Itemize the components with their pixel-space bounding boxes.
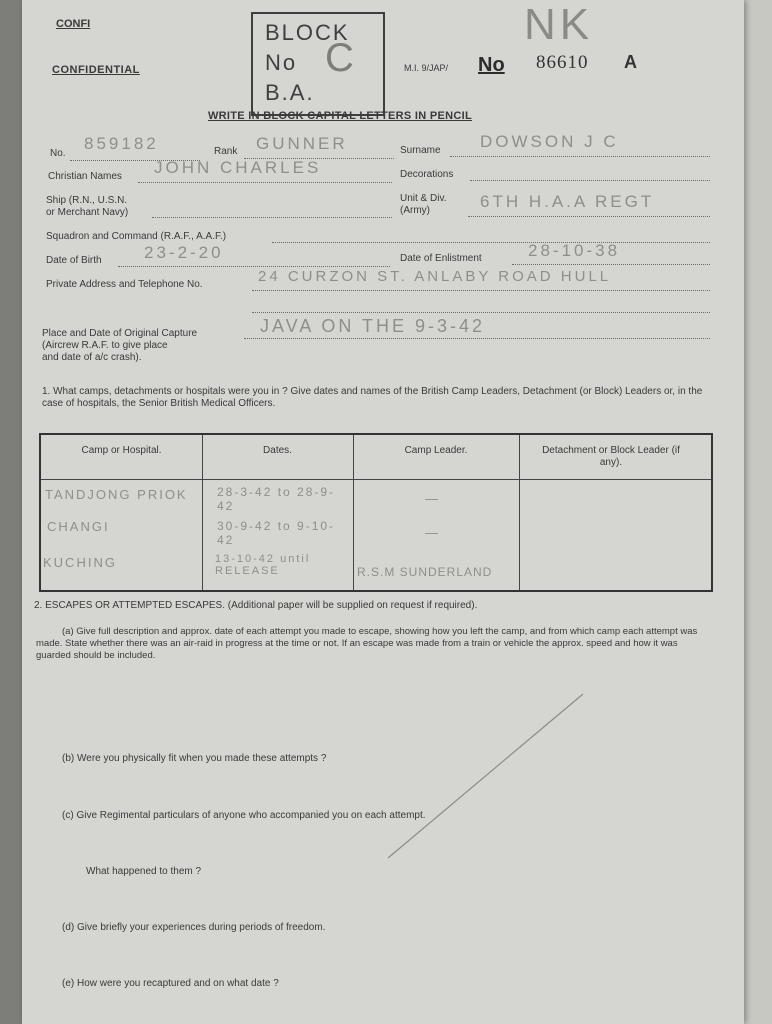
surname-label: Surname [400,145,441,156]
unit-label-1: Unit & Div. [400,193,447,204]
question-2c-followup: What happened to them ? [86,866,202,877]
ship-label-2: or Merchant Navy) [46,207,129,218]
question-2c: (c) Give Regimental particulars of anyone who accompanied you on each attempt. [62,810,426,821]
question-2-heading: 2. ESCAPES OR ATTEMPTED ESCAPES. (Additional paper will be supplied on request if required). [34,600,478,611]
ref-code: M.I. 9/JAP/ [404,63,449,73]
number-label: No [478,54,505,76]
row1-leader: — [425,491,440,506]
form-page [22,0,744,1024]
christian-names-label: Christian Names [48,171,122,182]
header-camp-leader: Camp Leader. [404,445,468,456]
header-camp: Camp or Hospital. [81,445,162,456]
question-2e: (e) How were you recaptured and on what date ? [62,978,279,989]
christian-names-value: JOHN CHARLES [154,158,322,177]
instruction-heading: WRITE IN BLOCK CAPITAL LETTERS IN PENCIL [208,110,472,122]
header-dates: Dates. [263,445,292,456]
rank-value: GUNNER [256,134,348,153]
stamp-line-1: BLOCK [265,20,350,45]
row2-dates: 30-9-42 to 9-10-42 [217,519,336,547]
row3-leader: R.S.M SUNDERLAND [357,565,493,579]
question-2b: (b) Were you physically fit when you made these attempts ? [62,753,327,764]
row2-leader: — [425,525,440,540]
confidential-label: CONFIDENTIAL [52,64,140,76]
address-label: Private Address and Telephone No. [46,279,203,290]
enlistment-value: 28-10-38 [528,241,621,260]
question-2a: (a) Give full description and approx. date of each attempt you made to escape, showing how you left the camp, and from which camp each attempt was made. State whether there was an air-raid in progress at the time or not. If an escape was made from a train or vehicle the approx. speed and how it was guarded should be included. [36,626,698,661]
surname-value: DOWSON J C [480,132,619,151]
row3-dates: 13-10-42 until RELEASE [215,553,311,577]
row1-dates: 28-3-42 to 28-9-42 [217,485,336,513]
unit-label-2: (Army) [400,205,430,216]
stamp-line-2: No [265,50,298,75]
capture-value: JAVA ON THE 9-3-42 [260,316,486,336]
address-value: 24 CURZON ST. ANLABY ROAD HULL [258,268,612,285]
ship-label-1: Ship (R.N., U.S.N. [46,195,128,206]
stamp-handwritten-mark: C [325,36,354,80]
document-number: 86610 [536,52,589,73]
top-stamp: CONFI [56,18,91,30]
corner-handwritten-mark: NK [524,0,594,49]
capture-label-2: (Aircrew R.A.F. to give place [42,340,168,351]
row3-camp: KUCHING [43,555,117,570]
row2-camp: CHANGI [47,519,110,534]
question-2d: (d) Give briefly your experiences during periods of freedom. [62,922,326,933]
decorations-label: Decorations [400,169,454,180]
header-detachment: Detachment or Block Leader (if any). [542,445,680,468]
rank-label: Rank [214,146,238,157]
no-label: No. [50,148,66,159]
no-value: 859182 [84,134,159,153]
squadron-label: Squadron and Command (R.A.F., A.A.F.) [46,231,227,242]
enlistment-label: Date of Enlistment [400,253,482,264]
stamp-line-3: B.A. [265,80,315,105]
question-1-text: 1. What camps, detachments or hospitals were you in ? Give dates and names of the British Camp Leaders, Detachment (or Block) Leaders or, in the case of hospitals, the Senior British Medical Officers. [42,386,703,409]
capture-label-1: Place and Date of Original Capture [42,328,198,339]
capture-label-3: and date of a/c crash). [42,352,142,363]
dob-label: Date of Birth [46,255,102,266]
series-letter: A [624,52,637,72]
row1-camp: TANDJONG PRIOK [45,487,188,502]
unit-value: 6TH H.A.A REGT [480,192,655,211]
dob-value: 23-2-20 [144,243,224,262]
